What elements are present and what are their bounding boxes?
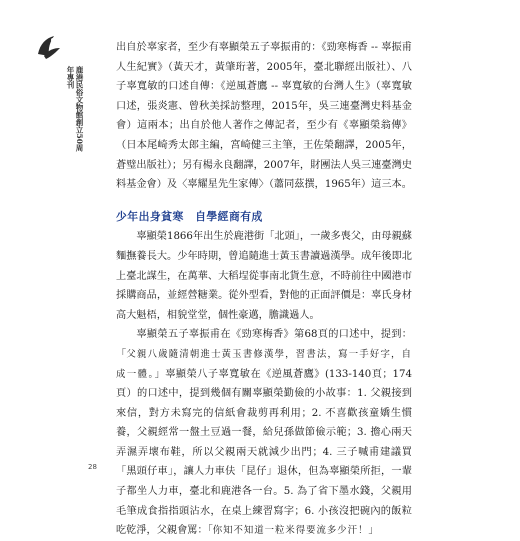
paragraph-frugality bbox=[116, 325, 412, 541]
paragraph-early-life: 辜顯榮1866年出生於鹿港街「北頭」，一歲多喪父，由母親蘇麵撫養長大。少年時期，曾追隨進士黃玉書讀過漢學。成年後即北上臺北謀生，在萬華、大稻埕從事南北貨生意，不時前往中國港市採購商品，並經營糖業。從外型看，對他的正面評價是：辜氏身材高大魁梧，相貌堂堂，個性豪邁，膽識過人。 bbox=[116, 231, 412, 321]
quote-rice: 你知不知道一粒米得要流多少汗！ bbox=[212, 525, 369, 537]
paragraph-text-a: 辜顯榮五子辜振甫在《勁寒梅香》第68頁的口述中，提到：「 bbox=[116, 329, 412, 360]
page-number: 28 bbox=[88, 463, 97, 471]
paragraph-text-b: 」辜顯榮八子辜寬敏在《逆風蒼鷹》(133-140頁；174頁）的口述中，提到幾個有關辜顯榮勤儉的小故事：1. 父親接到來信，對方未寫完的信紙會裁剪再利用；2. 不喜歡孩童嬌生慣養，父親經常一盤土豆過一餐，給兒孫做節儉示範；3. 擔心兩天弄濕弄壞布鞋，所以父親兩天就減少出門；4. 三子喊甫建議買「黑頭仔車」，讓人力車伕「昆仔」退休，但為辜顯榮所拒，一輩子都坐人力車，臺北和鹿港各一台。5. 為了省下墨水錢，父親用毛筆成食指指頭沾水，在桌上練習寫字；6. 小孩沒把碗內的飯粒吃乾淨，父親會罵：「 bbox=[116, 368, 412, 537]
paragraph-sources: 出自於辜家者，至少有辜顯榮五子辜振甫的：《勁寒梅香 -- 辜振甫人生紀實》（黃天才，黃肇珩著，2005年，臺北聯經出版社）、八子辜寬敏的口述自傳：《逆風蒼鷹 -- 辜寬敏的台灣人生》（辜寬敏口述，張炎憲、曾秋美採訪整理，2015年，吳三連臺灣史料基金會）這兩本；出自於他人著作之傳記者，至少有《辜顯榮翁傳》（日本尾崎秀太郎主編，宮崎健三主筆，王佐榮翻譯，2005年，蒼璧出版社）；另有楊永良翻譯，2007年，財團法人吳三連臺灣史料基金會）及〈辜耀星先生家傳〉（蕭同茲撰，1965年）這三本。 bbox=[116, 42, 412, 191]
paragraph-text-c: 」 bbox=[368, 525, 379, 537]
spine-title: 鹿港民俗文物館創立50周年專刊 bbox=[66, 66, 84, 152]
spine-header bbox=[34, 32, 94, 152]
article-body bbox=[116, 38, 412, 541]
section-heading: 少年出身貧寒 自學經商有成 bbox=[116, 209, 263, 223]
museum-logo-icon bbox=[34, 32, 62, 62]
quote-calligraphy: 父親八歲隨清朝進士黃玉書修漢學，習書法，寫一手好字，自成一體。 bbox=[116, 348, 412, 380]
